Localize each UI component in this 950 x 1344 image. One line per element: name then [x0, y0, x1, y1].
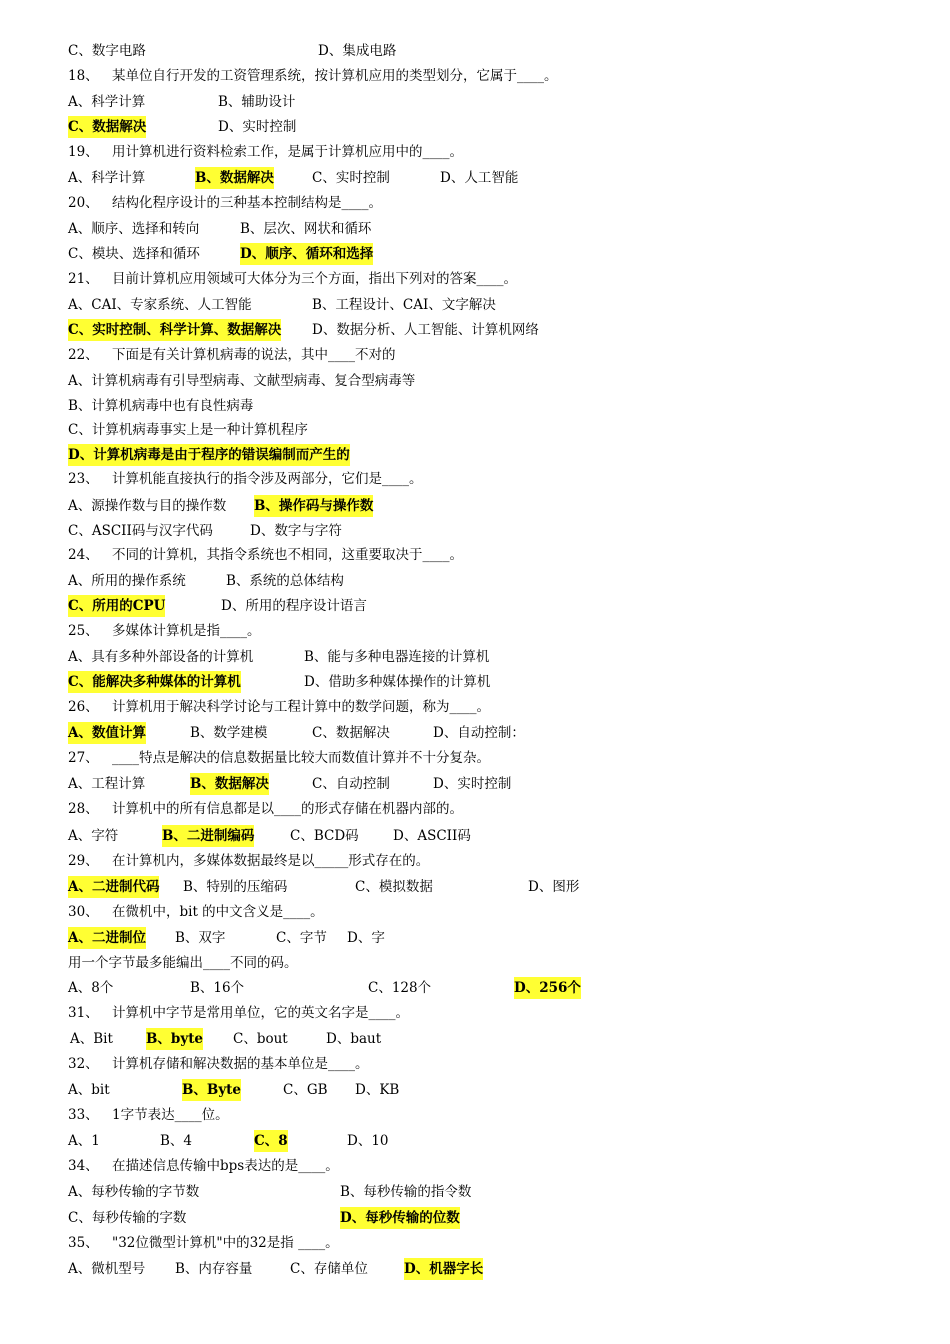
text-segment: 34、 [68, 1158, 99, 1174]
text-segment: 27、 [68, 750, 99, 766]
text-segment: 用一个字节最多能编出____不同的码。 [68, 955, 298, 971]
text-segment: A、1 [68, 1133, 100, 1149]
text-segment: 20、 [68, 195, 99, 211]
highlighted-answer: C、8 [254, 1130, 288, 1152]
text-segment: 在描述信息传输中bps表达的是____。 [112, 1158, 339, 1174]
text-segment: 30、 [68, 904, 99, 920]
text-segment: D、KB [355, 1082, 400, 1098]
text-segment: C、存储单位 [290, 1261, 368, 1277]
text-segment: A、科学计算 [68, 170, 146, 186]
text-segment: A、源操作数与目的操作数 [68, 498, 227, 514]
text-segment: A、工程计算 [68, 776, 146, 792]
text-segment: 18、 [68, 68, 99, 84]
text-segment: A、8个 [68, 980, 114, 996]
text-segment: 用计算机进行资料检索工作，是属于计算机应用中的____。 [112, 144, 463, 160]
highlighted-answer: B、Byte [182, 1079, 241, 1101]
text-segment: B、系统的总体结构 [226, 573, 344, 589]
text-segment: A、科学计算 [68, 94, 146, 110]
text-segment: 25、 [68, 623, 99, 639]
text-segment: 32、 [68, 1056, 99, 1072]
text-segment: 计算机存储和解决数据的基本单位是____。 [112, 1056, 369, 1072]
text-segment: D、数据分析、人工智能、计算机网络 [312, 322, 539, 338]
highlighted-answer: C、所用的CPU [68, 595, 165, 617]
text-segment: D、所用的程序设计语言 [221, 598, 367, 614]
text-segment: 24、 [68, 547, 99, 563]
text-segment: 计算机能直接执行的指令涉及两部分，它们是____。 [112, 471, 423, 487]
text-segment: 35、 [68, 1235, 99, 1251]
text-segment: A、计算机病毒有引导型病毒、文献型病毒、复合型病毒等 [68, 373, 416, 389]
text-segment: 19、 [68, 144, 99, 160]
text-segment: 22、 [68, 347, 99, 363]
text-segment: 结构化程序设计的三种基本控制结构是____。 [112, 195, 382, 211]
text-segment: A、具有多种外部设备的计算机 [68, 649, 254, 665]
text-segment: D、自动控制： [433, 725, 525, 741]
text-segment: 目前计算机应用领域可大体分为三个方面，指出下列对的答案____。 [112, 271, 517, 287]
text-segment: 计算机用于解决科学讨论与工程计算中的数学问题，称为____。 [112, 699, 490, 715]
text-segment: 多媒体计算机是指____。 [112, 623, 261, 639]
text-segment: 计算机中字节是常用单位，它的英文名字是____。 [112, 1005, 409, 1021]
text-segment: C、GB [283, 1082, 328, 1098]
text-segment: 下面是有关计算机病毒的说法，其中____不对的 [112, 347, 396, 363]
text-segment: D、ASCII码 [393, 828, 471, 844]
text-segment: B、特别的压缩码 [183, 879, 288, 895]
text-segment: C、自动控制 [312, 776, 390, 792]
text-segment: D、实时控制 [433, 776, 512, 792]
text-segment: C、128个 [368, 980, 432, 996]
text-segment: 23、 [68, 471, 99, 487]
text-segment: C、每秒传输的字数 [68, 1210, 187, 1226]
highlighted-answer: A、二进制位 [68, 927, 146, 949]
text-segment: B、工程设计、CAI、文字解决 [312, 297, 496, 313]
text-segment: B、能与多种电器连接的计算机 [304, 649, 490, 665]
text-segment: C、数字电路 [68, 43, 146, 59]
text-segment: ____特点是解决的信息数据量比较大而数值计算并不十分复杂。 [112, 750, 490, 766]
text-segment: B、计算机病毒中也有良性病毒 [68, 398, 254, 414]
text-segment: D、10 [347, 1133, 389, 1149]
text-segment: D、图形 [528, 879, 580, 895]
text-segment: D、数字与字符 [250, 523, 342, 539]
text-segment: C、bout [233, 1031, 288, 1047]
highlighted-answer: D、计算机病毒是由于程序的错误编制而产生的 [68, 444, 350, 466]
highlighted-answer: B、数据解决 [190, 773, 269, 795]
text-segment: A、微机型号 [68, 1261, 146, 1277]
highlighted-answer: B、二进制编码 [162, 825, 254, 847]
text-segment: B、每秒传输的指令数 [340, 1184, 472, 1200]
highlighted-answer: D、顺序、循环和选择 [240, 243, 373, 265]
text-segment: A、顺序、选择和转向 [68, 221, 200, 237]
highlighted-answer: C、能解决多种媒体的计算机 [68, 671, 241, 693]
text-segment: 在微机中，bit 的中文含义是____。 [112, 904, 324, 920]
text-segment: D、集成电路 [318, 43, 397, 59]
highlighted-answer: D、机器字长 [404, 1258, 483, 1280]
text-segment: 21、 [68, 271, 99, 287]
text-segment: C、数据解决 [312, 725, 390, 741]
text-segment: A、bit [68, 1082, 110, 1098]
text-segment: D、人工智能 [440, 170, 519, 186]
text-segment: 计算机中的所有信息都是以____的形式存储在机器内部的。 [112, 801, 463, 817]
text-segment: 28、 [68, 801, 99, 817]
highlighted-answer: D、每秒传输的位数 [340, 1207, 460, 1229]
highlighted-answer: B、操作码与操作数 [254, 495, 373, 517]
text-segment: A、字符 [68, 828, 119, 844]
text-segment: B、16个 [190, 980, 245, 996]
text-segment: 33、 [68, 1107, 99, 1123]
text-segment: 29、 [68, 853, 99, 869]
text-segment: 1字节表达____位。 [112, 1107, 229, 1123]
highlighted-answer: A、二进制代码 [68, 876, 159, 898]
text-segment: A、Bit [70, 1031, 113, 1047]
text-segment: 在计算机内，多媒体数据最终是以_____形式存在的。 [112, 853, 430, 869]
text-segment: C、计算机病毒事实上是一种计算机程序 [68, 422, 308, 438]
text-segment: B、4 [160, 1133, 193, 1149]
highlighted-answer: C、数据解决 [68, 116, 146, 138]
text-segment: C、BCD码 [290, 828, 359, 844]
text-segment: B、数学建模 [190, 725, 268, 741]
highlighted-answer: B、byte [146, 1028, 203, 1050]
text-segment: "32位微型计算机"中的32是指 ____。 [112, 1235, 339, 1251]
text-segment: D、baut [326, 1031, 382, 1047]
highlighted-answer: C、实时控制、科学计算、数据解决 [68, 319, 281, 341]
highlighted-answer: A、数值计算 [68, 722, 146, 744]
text-segment: A、每秒传输的字节数 [68, 1184, 200, 1200]
text-segment: C、模拟数据 [355, 879, 433, 895]
text-segment: C、ASCII码与汉字代码 [68, 523, 213, 539]
text-segment: D、实时控制 [218, 119, 297, 135]
text-segment: B、层次、网状和循环 [240, 221, 372, 237]
text-segment: A、所用的操作系统 [68, 573, 186, 589]
text-segment: B、内存容量 [175, 1261, 253, 1277]
text-segment: C、模块、选择和循环 [68, 246, 200, 262]
text-segment: B、双字 [175, 930, 226, 946]
text-segment: A、CAI、专家系统、人工智能 [68, 297, 252, 313]
highlighted-answer: B、数据解决 [195, 167, 274, 189]
text-segment: 31、 [68, 1005, 99, 1021]
text-segment: 26、 [68, 699, 99, 715]
highlighted-answer: D、256个 [514, 977, 581, 999]
text-segment: D、字 [347, 930, 385, 946]
text-segment: B、辅助设计 [218, 94, 296, 110]
text-segment: C、实时控制 [312, 170, 390, 186]
text-segment: C、字节 [276, 930, 327, 946]
text-segment: 某单位自行开发的工资管理系统，按计算机应用的类型划分，它属于____。 [112, 68, 558, 84]
text-segment: 不同的计算机，其指令系统也不相同，这重要取决于____。 [112, 547, 463, 563]
text-segment: D、借助多种媒体操作的计算机 [304, 674, 491, 690]
